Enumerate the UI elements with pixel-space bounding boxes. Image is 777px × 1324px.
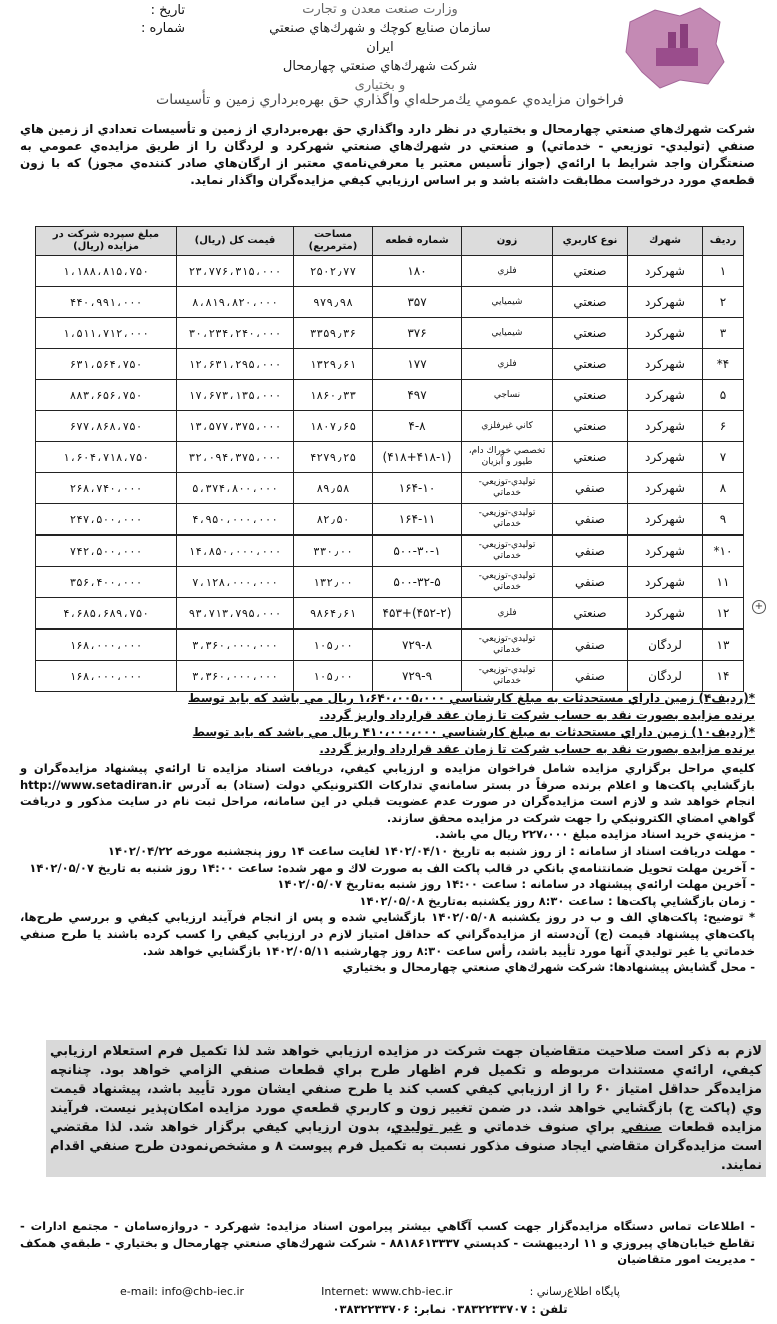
organization-logo-icon xyxy=(620,2,730,92)
cell-area: ۱۸۰۷٫۶۵ xyxy=(294,411,373,442)
table-row xyxy=(36,473,744,504)
cell-price: ۱۷،۶۷۳،۱۳۵،۰۰۰ xyxy=(177,380,294,411)
cell-plot: ۱۷۷ xyxy=(373,349,462,380)
header-price: قيمت كل (ریال) xyxy=(177,227,294,256)
qualification-text-2: براي صنوف خدماتي و xyxy=(462,1120,622,1135)
cell-area: ۱۳۲٫۰۰ xyxy=(294,567,373,598)
notice-title: فراخوان مزايده‌ي عمومي يك‌مرحله‌اي واگذاري حق بهره‌برداري زمين و تأسيسات xyxy=(156,92,624,108)
cell-plot: (۴۱۸+۴۱۸-۱) xyxy=(373,442,462,473)
note-row-4-line-1: *(رديف۴) زمين داراي مستحدثات به مبلغ كارشناسي ۱،۶۴۰،۰۰۵،۰۰۰ ریال مي باشد كه بايد توسط xyxy=(188,691,755,705)
cell-deposit: ۱،۶۰۴،۷۱۸،۷۵۰ xyxy=(36,442,177,473)
cell-area: ۴۲۷۹٫۲۵ xyxy=(294,442,373,473)
cell-row: ۵ xyxy=(703,380,744,411)
cell-usage: صنعتي xyxy=(553,256,628,287)
note-row-10 xyxy=(20,724,755,758)
cell-deposit: ۱۶۸،۰۰۰،۰۰۰ xyxy=(36,661,177,692)
cell-plot: (۴۵۲-۲)+۴۵۳ xyxy=(373,598,462,630)
cell-usage: صنعتي xyxy=(553,598,628,630)
cell-town: شهركرد xyxy=(628,598,703,630)
cell-deposit: ۲۴۷،۵۰۰،۰۰۰ xyxy=(36,504,177,536)
cell-row: ۱۳ xyxy=(703,629,744,661)
plots-table xyxy=(35,226,744,692)
header-deposit: مبلغ سپرده شركت در مزايده (ریال) xyxy=(36,227,177,256)
cell-row: ۸ xyxy=(703,473,744,504)
cell-price: ۴،۹۵۰،۰۰۰،۰۰۰ xyxy=(177,504,294,536)
cell-deposit: ۱،۱۸۸،۸۱۵،۷۵۰ xyxy=(36,256,177,287)
table-row xyxy=(36,661,744,692)
qualification-underlined-2: غير توليدي xyxy=(391,1120,463,1135)
organization-header xyxy=(200,0,560,95)
table-row xyxy=(36,567,744,598)
table-row xyxy=(36,349,744,380)
cell-area: ۱۰۵٫۰۰ xyxy=(294,661,373,692)
table-row xyxy=(36,318,744,349)
cell-zone: توليدي-توزيعي- خدماتي xyxy=(462,504,553,536)
header-usage: نوع كاربري xyxy=(553,227,628,256)
cell-deposit: ۸۸۳،۶۵۶،۷۵۰ xyxy=(36,380,177,411)
cell-town: شهركرد xyxy=(628,567,703,598)
cell-usage: صنعتي xyxy=(553,349,628,380)
cell-plot: ۷۲۹-۹ xyxy=(373,661,462,692)
qualification-text-1: لازم به ذكر است صلاحيت متقاضيان جهت شركت در مزايده ارزيابي خواهد شد لذا تكميل فرم استعلام ارزيابي كيفي، ارائه‌ي مستندات مربوطه و تكميل فرم اظهار طرح براي قطعات صنفي الزامي خواهد بود. چنانچه مزايده‌گر حداقل امتياز ۶۰ را از ارزيابي كيفي كسب كند يا طرح صنفي ايشان مورد تأييد باشد، پيشنهاد قيمت وي (پاكت ج) بازگشايي خواهد شد. در ضمن تغيير زون و كاربري قطعه‌ي مورد مزايده امكان‌پذير نيست. فرآيند مزايده قطعات xyxy=(50,1044,762,1135)
cell-zone: شيميايي xyxy=(462,287,553,318)
cell-usage: صنفي xyxy=(553,661,628,692)
cell-price: ۳۲،۰۹۴،۳۷۵،۰۰۰ xyxy=(177,442,294,473)
cell-usage: صنعتي xyxy=(553,318,628,349)
cell-zone: نساجي xyxy=(462,380,553,411)
cell-zone: توليدي-توزيعي- خدماتي xyxy=(462,661,553,692)
cell-row: ۱۰* xyxy=(703,535,744,567)
cell-row: ۱۴ xyxy=(703,661,744,692)
cell-usage: صنعتي xyxy=(553,380,628,411)
cell-price: ۱۴،۸۵۰،۰۰۰،۰۰۰ xyxy=(177,535,294,567)
cell-zone: توليدي-توزيعي- خدماتي xyxy=(462,473,553,504)
cell-plot: ۱۸۰ xyxy=(373,256,462,287)
cell-deposit: ۷۴۲،۵۰۰،۰۰۰ xyxy=(36,535,177,567)
cell-town: شهركرد xyxy=(628,473,703,504)
cell-plot: ۴۹۷ xyxy=(373,380,462,411)
table-row xyxy=(36,535,744,567)
cell-area: ۱۳۲۹٫۶۱ xyxy=(294,349,373,380)
cell-price: ۹۳،۷۱۳،۷۹۵،۰۰۰ xyxy=(177,598,294,630)
table-row xyxy=(36,287,744,318)
qualification-notice-box xyxy=(46,1040,766,1177)
cell-price: ۵،۳۷۴،۸۰۰،۰۰۰ xyxy=(177,473,294,504)
table-header-row xyxy=(36,227,744,256)
phone-fax-line: تلفن : ۰۳۸۳۲۲۳۳۷۰۷ نمابر: ۰۳۸۳۲۲۳۳۷۰۶ xyxy=(332,1302,568,1316)
cell-usage: صنعتي xyxy=(553,287,628,318)
org-line: سازمان صنایع کوچك و شهرك‌هاي صنعتي xyxy=(269,21,491,36)
cell-deposit: ۱،۵۱۱،۷۱۲،۰۰۰ xyxy=(36,318,177,349)
qualification-text-3: ، بدون ارزيابي كيفي برگزار خواهد شد. لذا مقتضي است مزايده‌گران متقاضي ايجاد صنوف مذكور نسبت به تكميل فرم پيوست ۸ و مشخص‌نمودن طرح صنفي اقدام نمايند. xyxy=(50,1120,762,1173)
expand-plus-icon[interactable]: + xyxy=(752,600,766,614)
table-row xyxy=(36,380,744,411)
table-row xyxy=(36,629,744,661)
cell-town: شهركرد xyxy=(628,442,703,473)
cell-price: ۲۳،۷۷۶،۳۱۵،۰۰۰ xyxy=(177,256,294,287)
cell-usage: صنفي xyxy=(553,629,628,661)
explanation-note: * توضيح: پاكت‌هاي الف و ب در روز يكشنبه ۱۴۰۲/۰۵/۰۸ بازگشايي شده و پس از انجام فرآيند ارزيابي كيفي و بررسي طرح‌ها، پاكت‌هاي پيشنهاد قيمت (ج) آن‌دسته از مزايده‌گراني كه حداقل امتياز لازم در ارزيابي كيفي را كسب كرده باشند يا طرح صنفي خدماتي يا غير توليدي آنها مورد تأييد باشد، رأس ساعت ۸:۳۰ روز چهارشنبه ۱۴۰۲/۰۵/۱۱ بازگشايي خواهد شد. xyxy=(20,910,756,958)
cell-area: ۱۸۶۰٫۳۳ xyxy=(294,380,373,411)
qualification-underlined-1: صنفي xyxy=(621,1120,662,1135)
cell-town: شهركرد xyxy=(628,411,703,442)
guarantee-deadline: - آخرين مهلت تحويل ضمانتنامه‌ي بانكي در قالب پاكت الف به صورت لاك و مهر شده: ساعت ۱۴:۰۰ روز شنبه به تاريخ ۱۴۰۲/۰۵/۰۷ xyxy=(29,860,755,875)
cell-plot: ۳۷۶ xyxy=(373,318,462,349)
cell-town: شهركرد xyxy=(628,287,703,318)
cell-deposit: ۶۳۱،۵۶۴،۷۵۰ xyxy=(36,349,177,380)
intro-paragraph: شركت شهرك‌هاي صنعتي چهارمحال و بختياري در نظر دارد واگذاري حق بهره‌برداري از زمين و تأسيسات تعدادي از زمين هاي صنفي (توليدي- توزيعي - خدماتي) و صنعتي در شهرك‌هاي صنعتي شهركرد و لردگان را از طريق مزايده‌ي عمومي به صنعتگران واجد شرايط با ارائه‌ي (جواز تأسيس معتبر يا معرفي‌نامه‌ي معتبر از ارگان‌هاي صادر كننده‌ي مجوز) كه با زون قطعه‌ي مورد درخواست مطابقت داشته باشد و بر اساس ارزيابي كيفي مزايده‌گران واگذار نمايد. xyxy=(20,122,755,187)
cell-usage: صنفي xyxy=(553,567,628,598)
cell-zone: توليدي-توزيعي- خدماتي xyxy=(462,567,553,598)
cell-town: شهركرد xyxy=(628,504,703,536)
cell-zone: شيميايي xyxy=(462,318,553,349)
procedure-paragraph: كليه‌ي مراحل برگزاري مزايده شامل فراخوان مزايده و ارزيابي كيفي، دريافت اسناد مزايده تا ارائه‌ي پيشنهاد مزايده‌گران و بازگشايي پاكت‌ها و اعلام برنده صرفاً در بستر سامانه‌ي تداركات الكترونيكي دولت (ستاد) به آدرس http://www.setadiran.ir انجام خواهد شد و لازم است مزايده‌گران در صورت عدم عضويت قبلي در اين سامانه، مراحل ثبت نام در سايت مذكور و دريافت گواهي امضاي الكترونيكي را جهت شركت در مزايده محقق سازند. xyxy=(20,761,755,825)
cell-plot: ۴-۸ xyxy=(373,411,462,442)
document-fee: - مزينه‌ي خريد اسناد مزايده مبلغ ۲۲۷،۰۰۰ ریال مي باشد. xyxy=(435,827,755,842)
company-line-2: و بختیاری xyxy=(354,78,406,93)
note-row-10-line-1: *(رديف۱۰) زمين داراي مستحدثات به مبلغ كارشناسي ۴۱۰،۰۰۰،۰۰۰ ریال مي باشد كه بايد توسط xyxy=(192,725,755,739)
procedure-text xyxy=(20,760,755,976)
cell-area: ۸۹٫۵۸ xyxy=(294,473,373,504)
cell-row: ۱۱ xyxy=(703,567,744,598)
cell-row: ۳ xyxy=(703,318,744,349)
cell-plot: ۳۵۷ xyxy=(373,287,462,318)
header-town: شهرك xyxy=(628,227,703,256)
cell-row: ۱ xyxy=(703,256,744,287)
table-row xyxy=(36,256,744,287)
cell-town: شهركرد xyxy=(628,256,703,287)
cell-town: شهركرد xyxy=(628,380,703,411)
cell-zone: كاني غيرفلزي xyxy=(462,411,553,442)
website-link[interactable]: Internet: www.chb-iec.ir xyxy=(321,1285,453,1298)
ministry-line: وزارت صنعت معدن و تجارت xyxy=(302,2,458,17)
cell-town: شهركرد xyxy=(628,535,703,567)
cell-zone: تخصصي خوراك دام، طيور و آبزيان xyxy=(462,442,553,473)
bid-deadline: - آخرين مهلت ارائه‌ي پيشنهاد در سامانه : ساعت ۱۴:۰۰ روز شنبه به‌تاريخ ۱۴۰۲/۰۵/۰۷ xyxy=(277,877,755,892)
cell-zone: فلزي xyxy=(462,598,553,630)
cell-zone: توليدي-توزيعي- خدماتي xyxy=(462,535,553,567)
cell-price: ۸،۸۱۹،۸۲۰،۰۰۰ xyxy=(177,287,294,318)
cell-deposit: ۲۶۸،۷۴۰،۰۰۰ xyxy=(36,473,177,504)
cell-row: ۹ xyxy=(703,504,744,536)
note-row-10-line-2: برنده مزايده بصورت نقد به حساب شركت تا زمان عقد قرارداد واريز گردد. xyxy=(319,742,755,756)
cell-town: شهركرد xyxy=(628,318,703,349)
document-deadline: - مهلت دريافت اسناد از سامانه : از روز شنبه به تاريخ ۱۴۰۲/۰۴/۱۰ لغايت ساعت ۱۴ روز پنجشنبه مورخه ۱۴۰۲/۰۴/۲۲ xyxy=(107,843,755,858)
cell-row: ۷ xyxy=(703,442,744,473)
date-label: تاریخ : xyxy=(150,3,185,18)
site-label: پايگاه اطلاع‌رساني : xyxy=(529,1285,620,1298)
cell-price: ۳،۳۶۰،۰۰۰،۰۰۰ xyxy=(177,661,294,692)
note-row-4-line-2: برنده مزايده بصورت نقد به حساب شركت تا زمان عقد قرارداد واريز گردد. xyxy=(319,708,755,722)
cell-plot: ۷۲۹-۸ xyxy=(373,629,462,661)
table-row xyxy=(36,598,744,630)
company-line: شركت شهرك‌هاي صنعتي چهارمحال xyxy=(282,59,478,74)
cell-price: ۷،۱۲۸،۰۰۰،۰۰۰ xyxy=(177,567,294,598)
table-row xyxy=(36,442,744,473)
cell-plot: ۱۶۴-۱۰ xyxy=(373,473,462,504)
cell-usage: صنعتي xyxy=(553,411,628,442)
cell-usage: صنعتي xyxy=(553,442,628,473)
cell-area: ۸۲٫۵۰ xyxy=(294,504,373,536)
cell-price: ۳۰،۲۳۴،۲۴۰،۰۰۰ xyxy=(177,318,294,349)
cell-usage: صنفي xyxy=(553,535,628,567)
country-line: ایران xyxy=(366,40,394,55)
cell-row: ۲ xyxy=(703,287,744,318)
cell-plot: ۱۶۴-۱۱ xyxy=(373,504,462,536)
cell-area: ۱۰۵٫۰۰ xyxy=(294,629,373,661)
header-plot: شماره قطعه xyxy=(373,227,462,256)
cell-deposit: ۴،۶۸۵،۶۸۹،۷۵۰ xyxy=(36,598,177,630)
cell-usage: صنفي xyxy=(553,473,628,504)
cell-deposit: ۳۵۶،۴۰۰،۰۰۰ xyxy=(36,567,177,598)
cell-town: شهركرد xyxy=(628,349,703,380)
note-row-4 xyxy=(20,690,755,724)
cell-town: لردگان xyxy=(628,629,703,661)
cell-deposit: ۴۴۰،۹۹۱،۰۰۰ xyxy=(36,287,177,318)
cell-plot: ۵۰۰-۳۰-۱ xyxy=(373,535,462,567)
web-contact-line xyxy=(120,1285,620,1298)
cell-row: ۶ xyxy=(703,411,744,442)
header-row-number: رديف xyxy=(703,227,744,256)
cell-plot: ۵۰۰-۳۲-۵ xyxy=(373,567,462,598)
email-link[interactable]: e-mail: info@chb-iec.ir xyxy=(120,1285,245,1298)
cell-price: ۳،۳۶۰،۰۰۰،۰۰۰ xyxy=(177,629,294,661)
contact-info xyxy=(20,1218,755,1268)
cell-zone: توليدي-توزيعي- خدماتي xyxy=(462,629,553,661)
opening-time: - زمان بازگشايي پاكت‌ها : ساعت ۸:۳۰ روز يكشنبه به‌تاريخ ۱۴۰۲/۰۵/۰۸ xyxy=(359,893,755,908)
cell-area: ۹۸۶۴٫۶۱ xyxy=(294,598,373,630)
cell-row: ۴* xyxy=(703,349,744,380)
cell-price: ۱۲،۶۳۱،۲۹۵،۰۰۰ xyxy=(177,349,294,380)
cell-deposit: ۶۷۷،۸۶۸،۷۵۰ xyxy=(36,411,177,442)
cell-deposit: ۱۶۸،۰۰۰،۰۰۰ xyxy=(36,629,177,661)
cell-town: لردگان xyxy=(628,661,703,692)
cell-zone: فلزي xyxy=(462,256,553,287)
number-label: شماره : xyxy=(141,21,185,36)
cell-price: ۱۳،۵۷۷،۳۷۵،۰۰۰ xyxy=(177,411,294,442)
date-number-block xyxy=(55,2,185,38)
cell-zone: فلزي xyxy=(462,349,553,380)
header-area: مساحت (مترمربع) xyxy=(294,227,373,256)
table-row xyxy=(36,504,744,536)
opening-location: - محل گشايش پيشنهادها: شركت شهرك‌هاي صنعتي چهارمحال و بختياري xyxy=(342,960,755,975)
cell-row: ۱۲ xyxy=(703,598,744,630)
cell-area: ۲۵۰۲٫۷۷ xyxy=(294,256,373,287)
contact-address: - اطلاعات تماس دستگاه مزايده‌گزار جهت كسب آگاهي بيشتر پيرامون اسناد مزايده: شهركرد - دروازه‌سامان - مجتمع ادارات - تقاطع خيابان‌هاي پيروزي و ۱۱ ارديبهشت - كدپستي ۸۸۱۸۶۱۳۳۳۷ - شركت شهرك‌هاي صنعتي چهارمحال و بختياري - طبقه‌ي همكف - مديريت امور متقاضيان xyxy=(20,1219,755,1267)
table-row xyxy=(36,411,744,442)
cell-area: ۹۷۹٫۹۸ xyxy=(294,287,373,318)
cell-area: ۳۳۰٫۰۰ xyxy=(294,535,373,567)
cell-usage: صنفي xyxy=(553,504,628,536)
cell-area: ۳۳۵۹٫۳۶ xyxy=(294,318,373,349)
header-zone: زون xyxy=(462,227,553,256)
